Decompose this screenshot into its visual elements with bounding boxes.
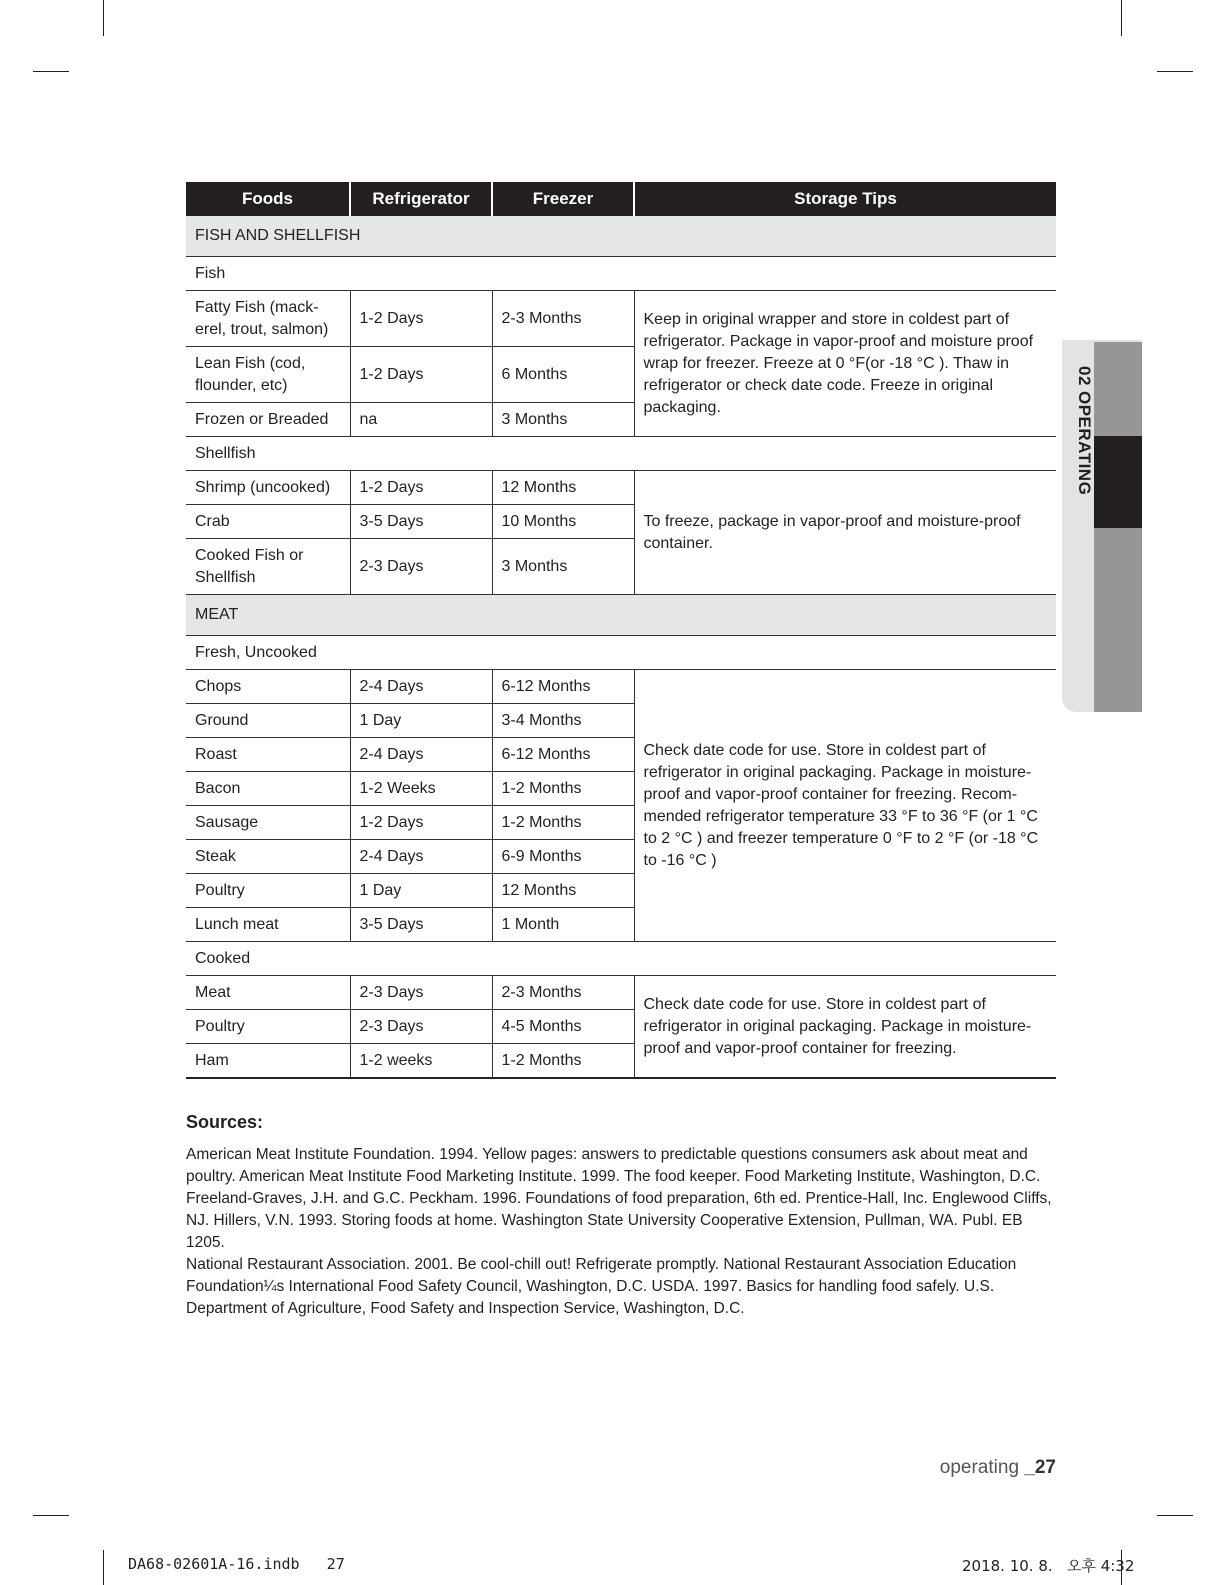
sources-paragraph: American Meat Institute Foundation. 1994. Yellow pages: answers to predictable questions consumers ask about meat and poultry. American Meat Institute Food Marketing Institute. 1999. The food keeper. Food Marketing Institute, Washington, D.C. Freeland-Graves, J.H. and G.C. Peckham. 1996. Foundations of food preparation, 6th ed. Prentice-Hall, Inc. Englewood Cliffs, NJ. Hillers, V.N. 1993. Storing foods at home. Washington State University Cooperative Extension, Pullman, WA. Publ. EB 1205. bbox=[186, 1146, 1052, 1251]
side-tab-text: OPERATING bbox=[1075, 391, 1094, 496]
table-row bbox=[186, 670, 1056, 704]
section-title: FISH AND SHELLFISH bbox=[186, 216, 1056, 257]
storage-tip-cell: Keep in original wrapper and store in coldest part of refrigerator. Package in vapor-proof and moisture proof wrap for freezer. Freeze at 0 °F(or -18 °C ). Thaw in refrigerator or check date code. Freeze in original packaging. bbox=[634, 291, 1056, 437]
food-cell: Bacon bbox=[186, 772, 350, 806]
crop-mark bbox=[103, 1550, 104, 1585]
freezer-cell: 12 Months bbox=[492, 874, 634, 908]
sources-paragraph: National Restaurant Association. 2001. Be cool-chill out! Refrigerate promptly. National Restaurant Association Education Foundation¼s International Food Safety Council, Washington, D.C. USDA. 1997. Basics for handling food safely. U.S. Department of Agriculture, Food Safety and Inspection Service, Washington, D.C. bbox=[186, 1256, 1017, 1317]
page-section-label: operating bbox=[939, 1457, 1020, 1478]
header-freezer: Freezer bbox=[492, 182, 634, 216]
freezer-cell: 1-2 Months bbox=[492, 806, 634, 840]
refrigerator-cell: 2-4 Days bbox=[350, 670, 492, 704]
food-cell: Chops bbox=[186, 670, 350, 704]
freezer-cell: 4-5 Months bbox=[492, 1010, 634, 1044]
refrigerator-cell: 2-4 Days bbox=[350, 738, 492, 772]
refrigerator-cell: 1-2 Days bbox=[350, 471, 492, 505]
side-tab-block bbox=[1094, 342, 1142, 436]
crop-mark bbox=[1157, 71, 1193, 72]
storage-tip-cell: Check date code for use. Store in coldest part of refrigerator in original packaging. Package in moisture-proof and vapor-proof container for freezing. bbox=[634, 976, 1056, 1079]
refrigerator-cell: 1-2 Weeks bbox=[350, 772, 492, 806]
food-cell: Cooked Fish or Shellfish bbox=[186, 539, 350, 595]
header-refrigerator: Refrigerator bbox=[350, 182, 492, 216]
food-cell: Sausage bbox=[186, 806, 350, 840]
crop-mark bbox=[33, 1515, 69, 1516]
header-storage-tips: Storage Tips bbox=[634, 182, 1056, 216]
table-row bbox=[186, 976, 1056, 1010]
food-cell: Shrimp (uncooked) bbox=[186, 471, 350, 505]
food-cell: Meat bbox=[186, 976, 350, 1010]
freezer-cell: 3 Months bbox=[492, 539, 634, 595]
refrigerator-cell: 2-3 Days bbox=[350, 976, 492, 1010]
refrigerator-cell: 2-3 Days bbox=[350, 1010, 492, 1044]
freezer-cell: 6-12 Months bbox=[492, 670, 634, 704]
side-tab-number: 02 bbox=[1075, 366, 1094, 387]
crop-mark bbox=[33, 71, 69, 72]
refrigerator-cell: 3-5 Days bbox=[350, 505, 492, 539]
food-cell: Lunch meat bbox=[186, 908, 350, 942]
page-number-value: _27 bbox=[1024, 1457, 1056, 1478]
storage-tip-cell: To freeze, package in vapor-proof and moisture-proof container. bbox=[634, 471, 1056, 595]
food-cell: Steak bbox=[186, 840, 350, 874]
refrigerator-cell: 1-2 Days bbox=[350, 806, 492, 840]
header-foods: Foods bbox=[186, 182, 350, 216]
food-cell: Ground bbox=[186, 704, 350, 738]
food-cell: Fatty Fish (mack-erel, trout, salmon) bbox=[186, 291, 350, 347]
subsection-title: Shellfish bbox=[186, 437, 1056, 471]
sources-body bbox=[186, 1144, 1058, 1320]
sources-heading: Sources: bbox=[186, 1112, 264, 1132]
freezer-cell: 1-2 Months bbox=[492, 772, 634, 806]
freezer-cell: 3-4 Months bbox=[492, 704, 634, 738]
refrigerator-cell: 1-2 Days bbox=[350, 347, 492, 403]
table-row bbox=[186, 291, 1056, 347]
table-header-row bbox=[186, 182, 1056, 216]
side-tab-label bbox=[1062, 356, 1094, 506]
refrigerator-cell: 1-2 weeks bbox=[350, 1044, 492, 1079]
refrigerator-cell: 1 Day bbox=[350, 704, 492, 738]
side-tab-block bbox=[1094, 528, 1142, 712]
table-row bbox=[186, 471, 1056, 505]
crop-mark bbox=[1157, 1515, 1193, 1516]
food-cell: Poultry bbox=[186, 1010, 350, 1044]
freezer-cell: 6-9 Months bbox=[492, 840, 634, 874]
refrigerator-cell: 1 Day bbox=[350, 874, 492, 908]
freezer-cell: 12 Months bbox=[492, 471, 634, 505]
side-tab-active-block bbox=[1094, 436, 1142, 528]
refrigerator-cell: 3-5 Days bbox=[350, 908, 492, 942]
food-cell: Poultry bbox=[186, 874, 350, 908]
refrigerator-cell: 2-4 Days bbox=[350, 840, 492, 874]
freezer-cell: 10 Months bbox=[492, 505, 634, 539]
food-cell: Lean Fish (cod, flounder, etc) bbox=[186, 347, 350, 403]
page-number bbox=[900, 1457, 1056, 1479]
subsection-title: Cooked bbox=[186, 942, 1056, 976]
food-cell: Frozen or Breaded bbox=[186, 403, 350, 437]
food-cell: Roast bbox=[186, 738, 350, 772]
crop-mark bbox=[1121, 0, 1122, 36]
subsection-title: Fresh, Uncooked bbox=[186, 636, 1056, 670]
freezer-cell: 2-3 Months bbox=[492, 976, 634, 1010]
crop-mark bbox=[103, 0, 104, 36]
freezer-cell: 1 Month bbox=[492, 908, 634, 942]
freezer-cell: 2-3 Months bbox=[492, 291, 634, 347]
print-timestamp: 2018. 10. 8. 오후 4:32 bbox=[962, 1557, 1135, 1575]
section-title: MEAT bbox=[186, 595, 1056, 636]
food-cell: Crab bbox=[186, 505, 350, 539]
storage-table bbox=[186, 182, 1056, 1079]
refrigerator-cell: 2-3 Days bbox=[350, 539, 492, 595]
food-cell: Ham bbox=[186, 1044, 350, 1079]
storage-tip-cell: Check date code for use. Store in coldest part of refrigerator in original packaging. Package in moisture-proof and vapor-proof container for freezing. Recom-mended refrigerator temperature 33 °F to 36 °F (or 1 °C to 2 °C ) and freezer temperature 0 °F to 2 °F (or -18 °C to -16 °C ) bbox=[634, 670, 1056, 942]
print-file-info: DA68-02601A-16.indb 27 bbox=[128, 1555, 345, 1573]
freezer-cell: 6 Months bbox=[492, 347, 634, 403]
subsection-title: Fish bbox=[186, 257, 1056, 291]
refrigerator-cell: 1-2 Days bbox=[350, 291, 492, 347]
refrigerator-cell: na bbox=[350, 403, 492, 437]
freezer-cell: 3 Months bbox=[492, 403, 634, 437]
freezer-cell: 6-12 Months bbox=[492, 738, 634, 772]
freezer-cell: 1-2 Months bbox=[492, 1044, 634, 1079]
